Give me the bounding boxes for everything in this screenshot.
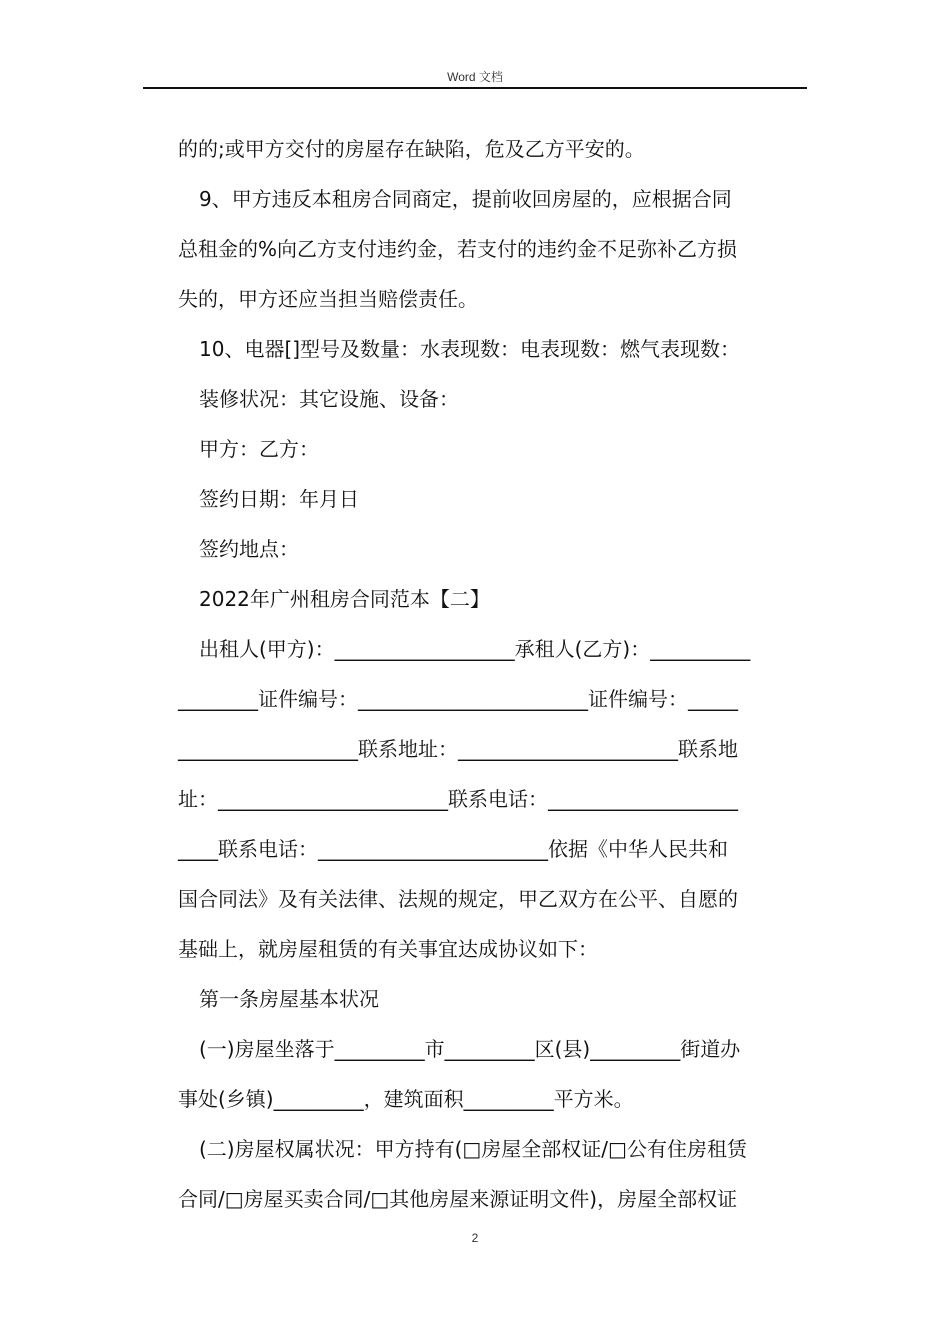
- text-line: 10、电器[]型号及数量：水表现数：电表现数：燃气表现数：: [199, 337, 741, 361]
- text-line: 出租人(甲方)：__________________承租人(乙方)：__________: [199, 637, 751, 661]
- document-body: [178, 124, 806, 1224]
- text-line: ________证件编号：_______________________证件编号：_____: [178, 687, 738, 711]
- text-line: 签约日期：年月日: [199, 487, 359, 511]
- text-line: 国合同法》及有关法律、法规的规定，甲乙双方在公平、自愿的: [178, 887, 738, 911]
- text-line: ____联系电话：_______________________依据《中华人民共和: [178, 837, 728, 861]
- text-line: 9、甲方违反本租房合同商定，提前收回房屋的，应根据合同: [199, 187, 732, 211]
- text-line: 总租金的%向乙方支付违约金，若支付的违约金不足弥补乙方损: [178, 237, 738, 261]
- header-divider: [143, 87, 807, 89]
- text-line: 装修状况：其它设施、设备：: [199, 387, 459, 411]
- text-line: (一)房屋坐落于_________市_________区(县)_________街道办: [199, 1037, 741, 1061]
- text-line: 签约地点：: [199, 537, 299, 561]
- text-line: __________________联系地址：______________________联系地: [178, 737, 738, 761]
- text-line: 2022年广州租房合同范本【二】: [199, 587, 490, 611]
- text-line: 基础上，就房屋租赁的有关事宜达成协议如下：: [178, 937, 598, 961]
- text-line: 失的，甲方还应当担当赔偿责任。: [178, 287, 478, 311]
- text-line: 甲方：乙方：: [199, 437, 319, 461]
- text-line: 第一条房屋基本状况: [199, 987, 379, 1011]
- page-number: 2: [471, 1231, 479, 1245]
- text-line: 址：_______________________联系电话：___________________: [178, 787, 738, 811]
- page-header: Word 文档: [447, 70, 503, 84]
- text-line: 的的;或甲方交付的房屋存在缺陷，危及乙方平安的。: [178, 137, 645, 161]
- text-line: 事处(乡镇)_________，建筑面积_________平方米。: [178, 1087, 634, 1111]
- text-line: 合同/□房屋买卖合同/□其他房屋来源证明文件)，房屋全部权证: [178, 1187, 738, 1211]
- text-line: (二)房屋权属状况：甲方持有(□房屋全部权证/□公有住房租赁: [199, 1137, 747, 1161]
